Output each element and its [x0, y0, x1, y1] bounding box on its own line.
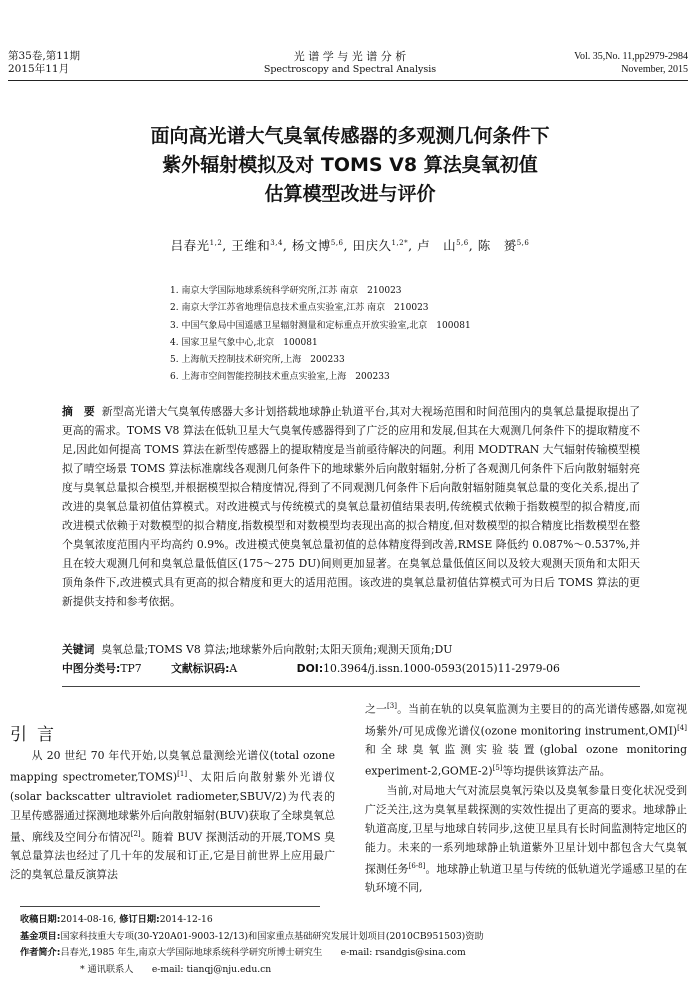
title-line-2: 紫外辐射模拟及对 TOMS V8 算法臭氧初值 — [162, 154, 538, 176]
clc-value: TP7 — [120, 662, 142, 675]
classification — [62, 659, 640, 678]
revised-date: 2014-12-16 — [159, 914, 213, 925]
fund-label: 基金项目: — [20, 930, 61, 942]
citation[interactable]: [2] — [130, 829, 141, 838]
citation[interactable]: [1] — [177, 770, 188, 778]
affiliation: 2. 南京大学江苏省地理信息技术重点实验室,江苏 南京 210023 — [170, 303, 429, 314]
title-line-3: 估算模型改进与评价 — [264, 183, 436, 205]
section-heading: 引言 — [10, 725, 64, 745]
issue-date-en: November, 2015 — [621, 64, 688, 75]
paragraph: 当前,对局地大气对流层臭氧污染以及臭氧参量日变化状况受到广泛关注,这为臭氧星载探测的实效性提出了更高的要求。地球静止轨道高度,卫星与地球自转同步,这使卫星具有长时间监测特定地区的能力。未来的一系列地球静止轨道紫外卫星计划中都包含大气臭氧探测任务[6-8]。地球静止轨道卫星与传统的低轨道光学遥感卫星的在轨环境不同, — [365, 783, 687, 895]
affiliation: 1. 南京大学国际地球系统科学研究所,江苏 南京 210023 — [170, 286, 402, 296]
doc-code-label: 文献标识码: — [171, 662, 230, 675]
footnote-fund — [20, 929, 484, 946]
citation[interactable]: [6-8] — [408, 861, 426, 870]
abstract-rule — [62, 686, 640, 687]
header-rule — [8, 80, 688, 81]
paragraph: 从 20 世纪 70 年代开始,以臭氧总量测绘光谱仪(total ozone mapping spectrometer,TOMS)[1]、太阳后向散射紫外光谱仪(solar backscatter ultraviolet radiometer,SBUV/2)为代表的卫星传感器通过探测地球紫外后向散射辐射(BUV)获取了全球臭氧总量、廓线及空间分布情况[2]。随着 BUV 探测活动的开展,TOMS 臭氧总量算法也经过了几十年的发展和订正,它是目前世界上应用最广泛的臭氧总量反演算法 — [10, 749, 336, 882]
affiliation: 3. 中国气象局中国遥感卫星辐射测量和定标重点开放实验室,北京 100081 — [170, 320, 471, 331]
corresponding-author: * 通讯联系人 e-mail: tianqj@nju.edu.cn — [80, 963, 272, 975]
paragraph: 之一[3]。当前在轨的以臭氧监测为主要目的的高光谱传感器,如宽视场紫外/可见成像光谱仪(ozone monitoring instrument,OMI)[4]和全球臭氧监测实验装置(global ozone monitoring experiment-2,GOME-2)[5]等均提供该算法产品。 — [365, 702, 687, 778]
bio-text: 吕春光,1985 年生,南京大学国际地球系统科学研究所博士研究生 e-mail: rsandgis@sina.com — [60, 947, 466, 958]
author: 吕春光$^{1,2}$ — [170, 238, 223, 253]
revised-label: 修订日期: — [119, 914, 160, 925]
abstract-label: 摘 要 — [62, 405, 95, 418]
bio-label: 作者简介: — [20, 947, 61, 958]
citation[interactable]: [5] — [492, 764, 503, 773]
footnote-dates — [20, 912, 484, 929]
abstract — [62, 402, 640, 611]
volume-issue: 第35卷,第11期 — [8, 50, 81, 62]
clc-label: 中图分类号: — [62, 662, 121, 675]
journal-name-cn: 光 谱 学 与 光 谱 分 析 — [293, 50, 407, 63]
author: 杨文博$^{5,6}$ — [291, 238, 344, 253]
affiliation: 5. 上海航天控制技术研究所,上海 200233 — [170, 355, 345, 366]
issue-info-en — [574, 50, 688, 76]
abstract-text: 新型高光谱大气臭氧传感器大多计划搭载地球静止轨道平台,其对大视场范围和时间范围内的臭氧总量提取提出了更高的需求。TOMS V8 算法在低轨卫星大气臭氧传感器得到了广泛的应用和发展,但其在大观测几何条件下的提取精度不足,因此如何提高 TOMS 算法在新型传感器上的提取精度是当前亟待解决的问题。利用 MODTRAN 大气辐射传输模型模拟了晴空场景 TOMS 算法标准廓线各观测几何条件下的地球紫外后向散射辐射,分析了各观测几何条件下后向散射辐射亮度与臭氧总量拟合模型,并根据模型拟合精度情况,得到了不同观测几何条件下后向散射辐射随臭氧总量的变化关系,提出了改进的臭氧总量初值估算模式。对改进模式与传统模式的臭氧总量初值结果表明,传统模式依赖于指数模型的拟合精度,而改进模式依赖于对数模型的拟合精度,指数模型和对数模型均表现出高的拟合精度,但对数模型的拟合精度比指数模型在整个臭氧浓度范围内平均高约 0.9%。改进模式使臭氧总量初值的总体精度得到改善,RMSE 降低约 0.087%～0.537%,并且在较大观测几何和臭氧总量低值区(175～275 DU)间则更加显著。在臭氧总量低值区间以及较大观测天顶角和太阳天顶角条件下,改进模式具有更高的拟合精度和更大的适用范围。该改进的臭氧总量初值估算模式可为日后 TOMS 算法的更新提供支持和参考依据。 — [62, 405, 641, 608]
author: 卢 山$^{5,6}$ — [417, 238, 469, 253]
author-list: 吕春光$^{1,2}$, 王维和$^{3,4}$, 杨文博$^{5,6}$, 田庆久$^{1,2*}$, 卢 山$^{5,6}$, 陈 赟$^{5,6}$ — [170, 238, 530, 253]
issue-date: 2015年11月 — [8, 63, 70, 75]
received-label: 收稿日期: — [20, 914, 61, 925]
volume-pages: Vol. 35,No. 11,pp2979-2984 — [574, 51, 688, 62]
keywords-block — [62, 640, 640, 678]
keywords-text: 臭氧总量;TOMS V8 算法;地球紫外后向散射;太阳天顶角;观测天顶角;DU — [101, 643, 453, 656]
journal-name-en: Spectroscopy and Spectral Analysis — [263, 64, 437, 75]
keywords-label: 关键词 — [62, 643, 95, 656]
citation[interactable]: [4] — [677, 723, 687, 732]
body-column-right — [365, 697, 687, 897]
body-column-left — [10, 746, 335, 884]
author: 陈 赟$^{5,6}$ — [477, 238, 530, 253]
footnote-bio — [20, 945, 484, 962]
footnotes — [20, 912, 484, 978]
author: 田庆久$^{1,2*}$ — [352, 238, 409, 253]
keywords — [62, 640, 640, 659]
affiliation-list — [170, 283, 471, 387]
affiliation: 4. 国家卫星气象中心,北京 100081 — [170, 337, 318, 348]
footnote-rule — [20, 906, 320, 907]
paper-title — [0, 122, 700, 209]
received-date: 2014-08-16, — [60, 914, 117, 925]
doi-value: 10.3964/j.issn.1000-0593(2015)11-2979-06 — [323, 662, 560, 675]
title-line-1: 面向高光谱大气臭氧传感器的多观测几何条件下 — [150, 125, 550, 147]
affiliation: 6. 上海市空间智能控制技术重点实验室,上海 200233 — [170, 372, 390, 383]
doc-code-value: A — [229, 662, 238, 675]
fund-text: 国家科技重大专项(30-Y20A01-9003-12/13)和国家重点基础研究发展计划项目(2010CB951503)资助 — [60, 930, 484, 942]
author: 王维和$^{3,4}$ — [231, 238, 283, 253]
citation[interactable]: [3] — [387, 702, 397, 710]
doi-label: DOI: — [296, 662, 324, 675]
